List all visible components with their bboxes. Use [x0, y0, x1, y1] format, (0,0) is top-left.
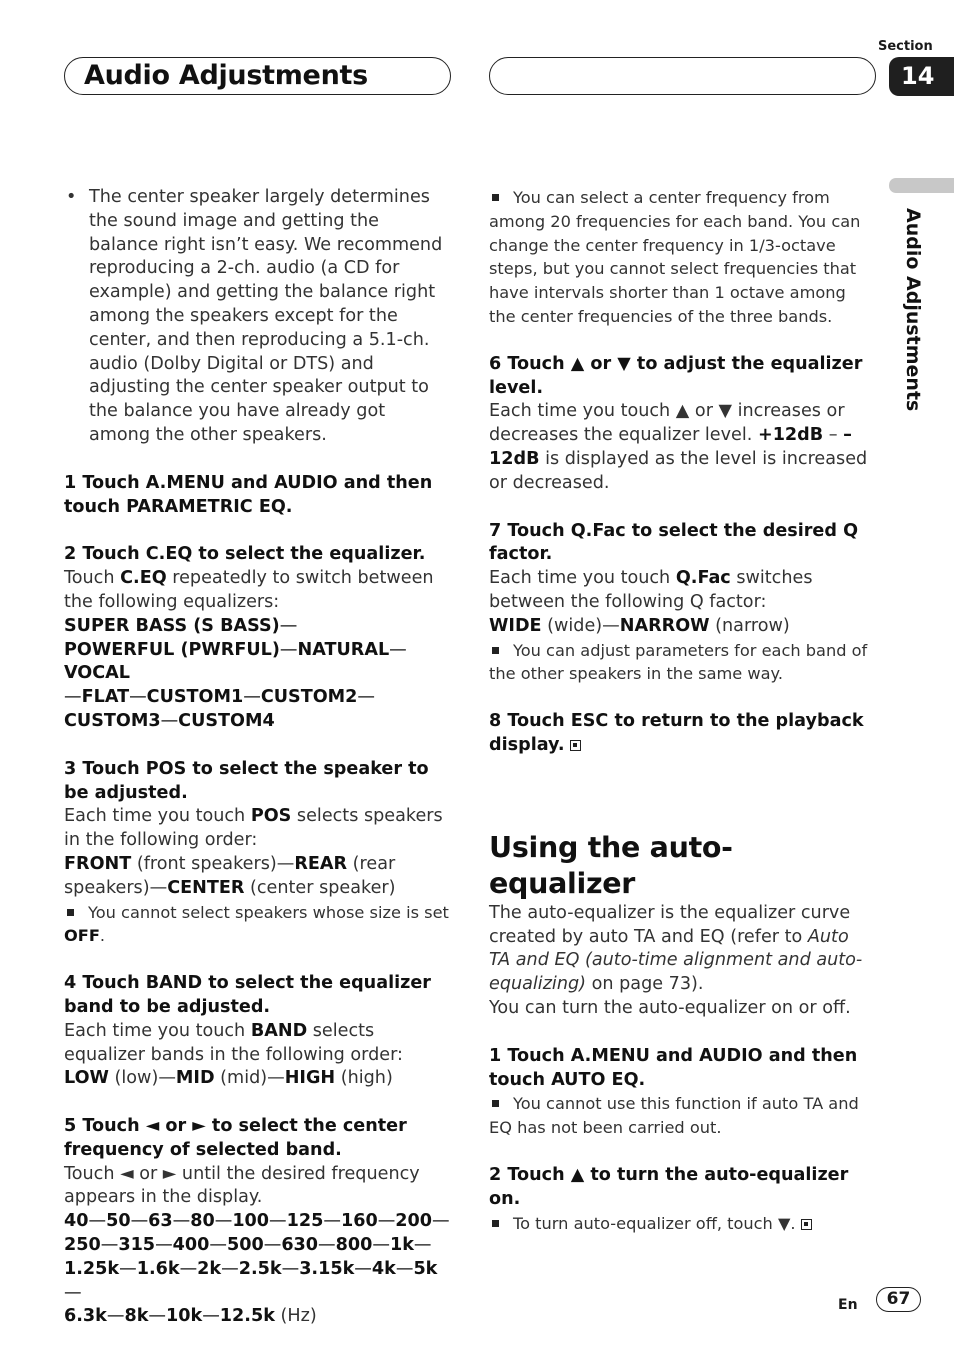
note-square-icon — [492, 647, 499, 654]
note-square-icon — [492, 1220, 499, 1227]
auto-eq-intro-2: You can turn the auto-equalizer on or off. — [489, 997, 851, 1018]
step-2-body: Touch C.EQ repeatedly to switch between the following equalizers: — [64, 568, 434, 612]
bullet-item: • The center speaker largely determines the sound image and getting the balance right isn’t easy. We recommend reproducing a 2-ch. audio (a CD for example) and getting the balance right among the speakers except for the center, and then reproducing a 5.1-ch. audio (Dolby Digital or DTS) and adjusting the center speaker output to the balance you have already got among the other speakers. — [66, 187, 443, 445]
step-4-heading: 4 Touch BAND to select the equalizer band to be adjusted. — [64, 973, 431, 1017]
speaker-order: FRONT (front speakers)—REAR (rear speakers)—CENTER (center speaker) — [64, 853, 396, 898]
bullet-text: The center speaker largely determines the sound image and getting the balance right isn’t easy. We recommend reproducing a 2-ch. audio (a CD for example) and getting the balance right among the speakers except for the center, and then reproducing a 5.1-ch. audio (Dolby Digital or DTS) and adjusting the center speaker output to the balance you have already got among the other speakers. — [89, 187, 443, 445]
auto-eq-note-2: To turn auto-equalizer off, touch ▼. — [489, 1212, 875, 1236]
note-square-icon — [492, 194, 499, 201]
step-3-note: You cannot select speakers whose size is set OFF. — [64, 902, 449, 946]
side-tab-marker — [889, 178, 954, 193]
band-order: LOW (low)—MID (mid)—HIGH (high) — [64, 1068, 393, 1089]
frequency-note: You can select a center frequency from among 20 frequencies for each band. You can change the center frequency in 1/3-octave steps, but you cannot select frequencies that have intervals shorter than 1 octave among the center frequencies of the three bands. — [489, 188, 861, 326]
step-3-body: Each time you touch POS selects speakers in the following order: — [64, 806, 443, 851]
section-heading: Using the auto-equalizer — [489, 830, 733, 900]
right-column — [489, 186, 875, 1235]
step-3-heading: 3 Touch POS to select the speaker to be adjusted. — [64, 758, 429, 803]
end-mark-icon — [801, 1219, 812, 1230]
frequency-list: 40—50—63—80—100—125—160—200— 250—315—400—500—630—800—1k— 1.25k—1.6k—2k—2.5k—3.15k—4k—5k— 6.3k—8k—10k—12.5k (Hz) — [64, 1211, 450, 1327]
q-factor-order: WIDE (wide)—NARROW (narrow) — [489, 615, 790, 636]
note-square-icon — [67, 909, 74, 916]
step-5-heading: 5 Touch ◄ or ► to select the center frequency of selected band. — [64, 1116, 407, 1160]
step-4-body: Each time you touch BAND selects equalizer bands in the following order: — [64, 1020, 403, 1065]
header-frame-right — [489, 57, 876, 95]
step-7-body: Each time you touch Q.Fac switches between the following Q factor: — [489, 568, 813, 612]
equalizer-list: SUPER BASS (S BASS)— POWERFUL (PWRFUL)—NATURAL—VOCAL —FLAT—CUSTOM1—CUSTOM2— CUSTOM3—CUSTOM4 — [64, 615, 407, 731]
side-section-label: Audio Adjustments — [902, 208, 924, 412]
section-number: 14 — [889, 57, 954, 96]
footer-language: En — [838, 1297, 858, 1313]
step-6-heading: 6 Touch ▲ or ▼ to adjust the equalizer level. — [489, 353, 863, 398]
step-1-heading: 1 Touch A.MENU and AUDIO and then touch PARAMETRIC EQ. — [64, 472, 433, 517]
step-7-heading: 7 Touch Q.Fac to select the desired Q factor. — [489, 520, 859, 565]
note-square-icon — [492, 1100, 499, 1107]
step-7-note: You can adjust parameters for each band of the other speakers in the same way. — [489, 640, 868, 684]
auto-eq-step-2: 2 Touch ▲ to turn the auto-equalizer on. — [489, 1164, 849, 1209]
auto-eq-step-1: 1 Touch A.MENU and AUDIO and then touch AUTO EQ. — [489, 1045, 858, 1090]
end-mark-icon — [570, 740, 581, 751]
section-label: Section — [878, 39, 933, 54]
step-5-body: Touch ◄ or ► until the desired frequency appears in the display. — [64, 1163, 420, 1208]
page-number: 67 — [876, 1287, 921, 1312]
step-8-heading: 8 Touch ESC to return to the playback display. — [489, 711, 864, 755]
auto-eq-note-1: You cannot use this function if auto TA and EQ has not been carried out. — [489, 1094, 859, 1138]
step-6-body: Each time you touch ▲ or ▼ increases or decreases the equalizer level. +12dB – –12dB is displayed as the level is increased or decreased. — [489, 401, 868, 493]
page-title: Audio Adjustments — [84, 60, 368, 91]
step-2-heading: 2 Touch C.EQ to select the equalizer. — [64, 544, 426, 565]
auto-eq-intro: The auto-equalizer is the equalizer curve created by auto TA and EQ (refer to Auto TA and EQ (auto-time alignment and auto-equalizing) on page 73). — [489, 902, 863, 995]
left-column — [64, 186, 450, 1329]
